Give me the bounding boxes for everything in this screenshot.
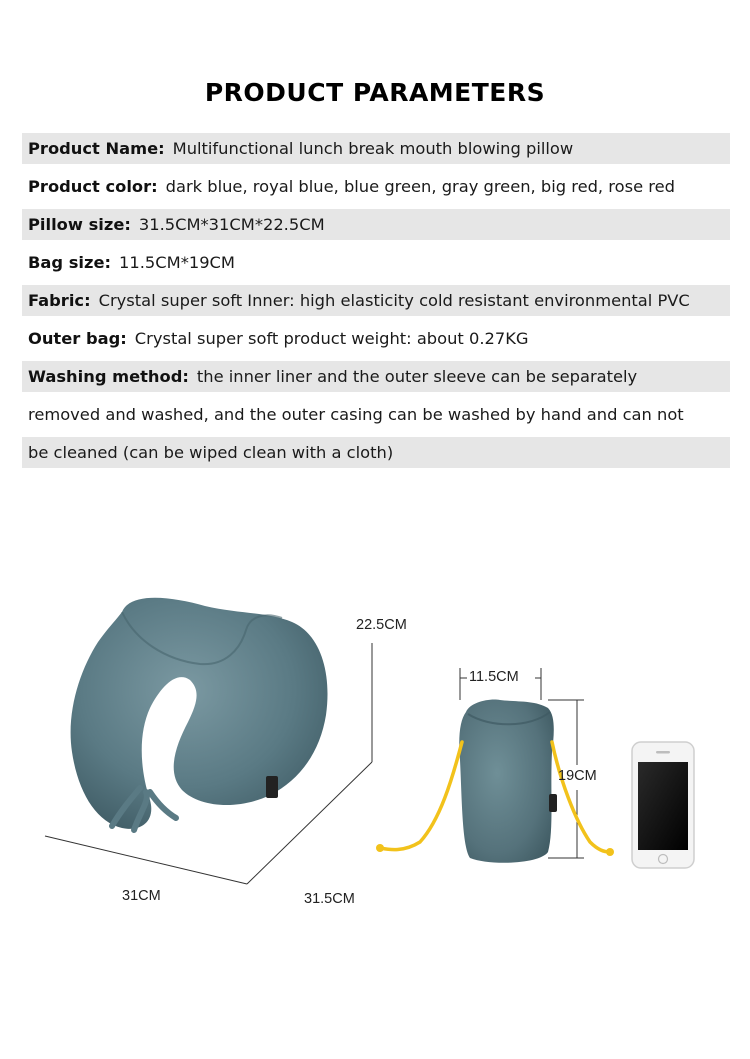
param-key: Fabric: — [28, 291, 91, 310]
param-value: dark blue, royal blue, blue green, gray green, big red, rose red — [165, 177, 675, 196]
param-key: Bag size: — [28, 253, 112, 272]
pillow-tag — [266, 776, 278, 798]
param-value: removed and washed, and the outer casing can be washed by hand and can not — [28, 405, 684, 424]
param-value: 11.5CM*19CM — [119, 253, 235, 272]
param-value: the inner liner and the outer sleeve can be separately — [196, 367, 638, 386]
param-key: Product Name: — [28, 139, 165, 158]
param-value: 31.5CM*31CM*22.5CM — [138, 215, 325, 234]
smartphone — [632, 742, 694, 868]
pillow-width-label: 31CM — [122, 888, 161, 904]
pillow-depth-label: 31.5CM — [304, 891, 355, 907]
param-key: Pillow size: — [28, 215, 131, 234]
bag-tag — [549, 794, 557, 812]
neck-pillow — [71, 598, 328, 830]
bag-width-label: 11.5CM — [469, 669, 519, 685]
param-value: Crystal super soft Inner: high elasticity cold resistant environmental PVC — [98, 291, 690, 310]
param-key: Product color: — [28, 177, 158, 196]
bag-height-label: 19CM — [558, 768, 597, 784]
param-value: Multifunctional lunch break mouth blowing pillow — [172, 139, 574, 158]
param-key: Outer bag: — [28, 329, 127, 348]
pillow-height-label: 22.5CM — [356, 617, 407, 633]
param-key: Washing method: — [28, 367, 189, 386]
param-value: Crystal super soft product weight: about 0.27KG — [134, 329, 529, 348]
page-title: PRODUCT PARAMETERS — [204, 78, 546, 107]
param-value: be cleaned (can be wiped clean with a cloth) — [28, 443, 394, 462]
